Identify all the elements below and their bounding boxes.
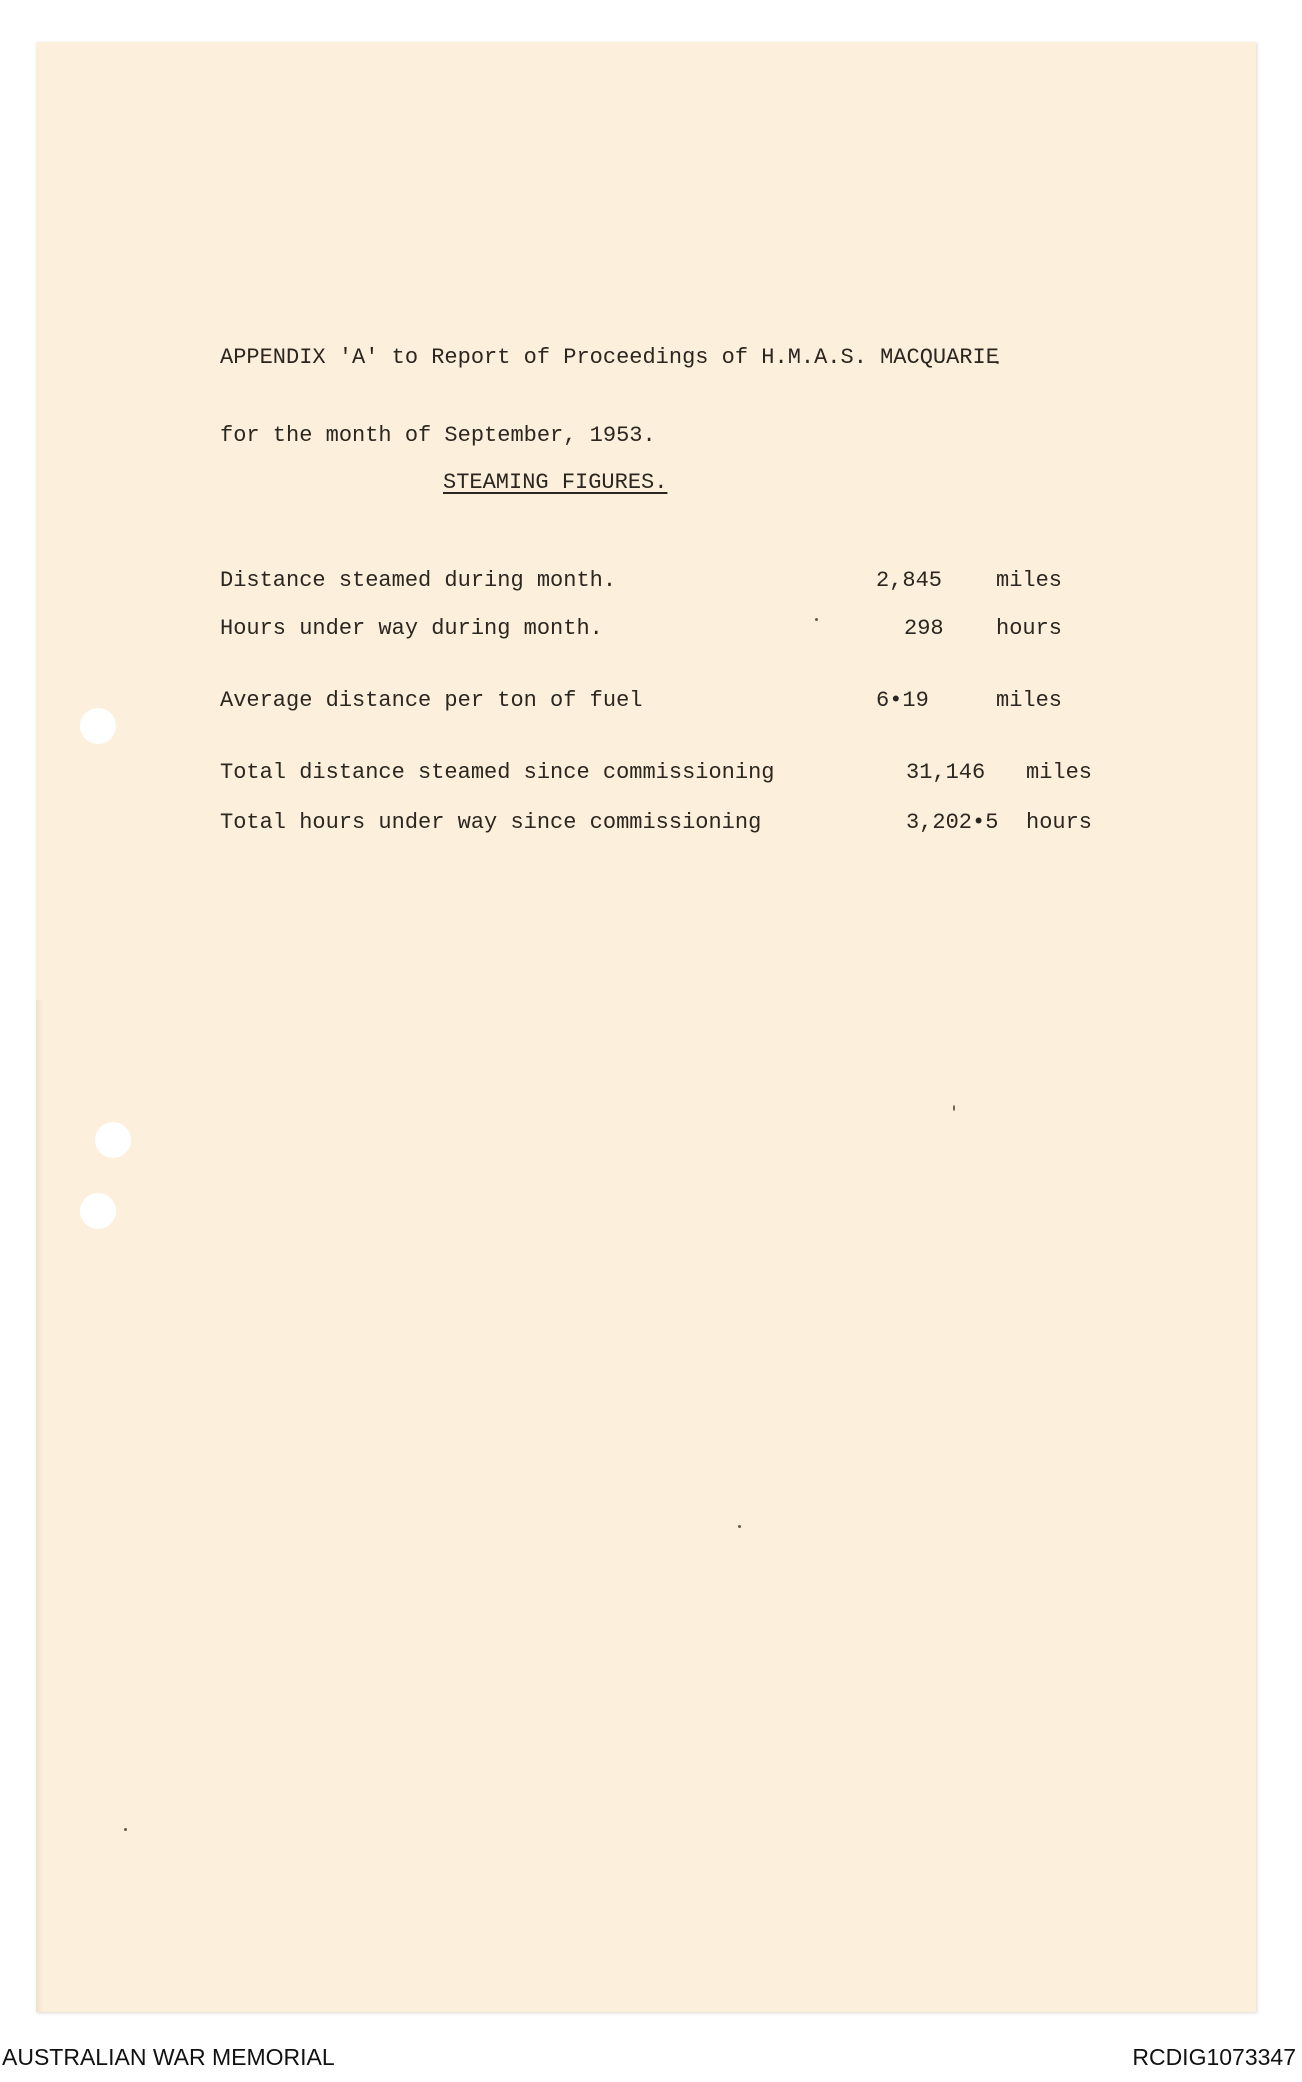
punch-hole [95,1122,131,1158]
punch-hole [80,708,116,744]
archive-credit: AUSTRALIAN WAR MEMORIAL [2,2044,335,2070]
archive-reference-id: RCDIG1073347 [1132,2044,1296,2070]
row-unit: hours [996,616,1063,641]
paper-speck [953,1105,955,1111]
row-unit: miles [996,568,1063,593]
page-edge-shadow [36,1000,44,2012]
row-unit: hours [1026,810,1093,835]
document-heading [220,293,999,475]
row-unit: miles [996,688,1063,713]
row-label: Distance steamed during month. [220,568,617,593]
heading-line-2: for the month of September, 1953. [220,423,656,448]
figure-row [220,688,1100,714]
row-value: 2,845 [876,568,943,593]
paper-speck [738,1525,741,1528]
row-value: 6•19 [876,688,929,713]
figure-row [220,616,1100,642]
row-label: Total distance steamed since commissioning [220,760,775,785]
figure-row [220,760,1100,786]
row-label: Total hours under way since commissioning [220,810,762,835]
paper-speck [124,1828,127,1831]
row-value: 298 [904,616,944,641]
section-title: STEAMING FIGURES. [443,470,668,495]
row-unit: miles [1026,760,1093,785]
figure-row [220,568,1100,594]
row-label: Hours under way during month. [220,616,603,641]
row-label: Average distance per ton of fuel [220,688,643,713]
row-value: 3,202•5 [906,810,999,835]
row-value: 31,146 [906,760,986,785]
figure-row [220,810,1100,836]
heading-line-1: APPENDIX 'A' to Report of Proceedings of H.M.A.S. MACQUARIE [220,345,999,370]
punch-hole [80,1193,116,1229]
